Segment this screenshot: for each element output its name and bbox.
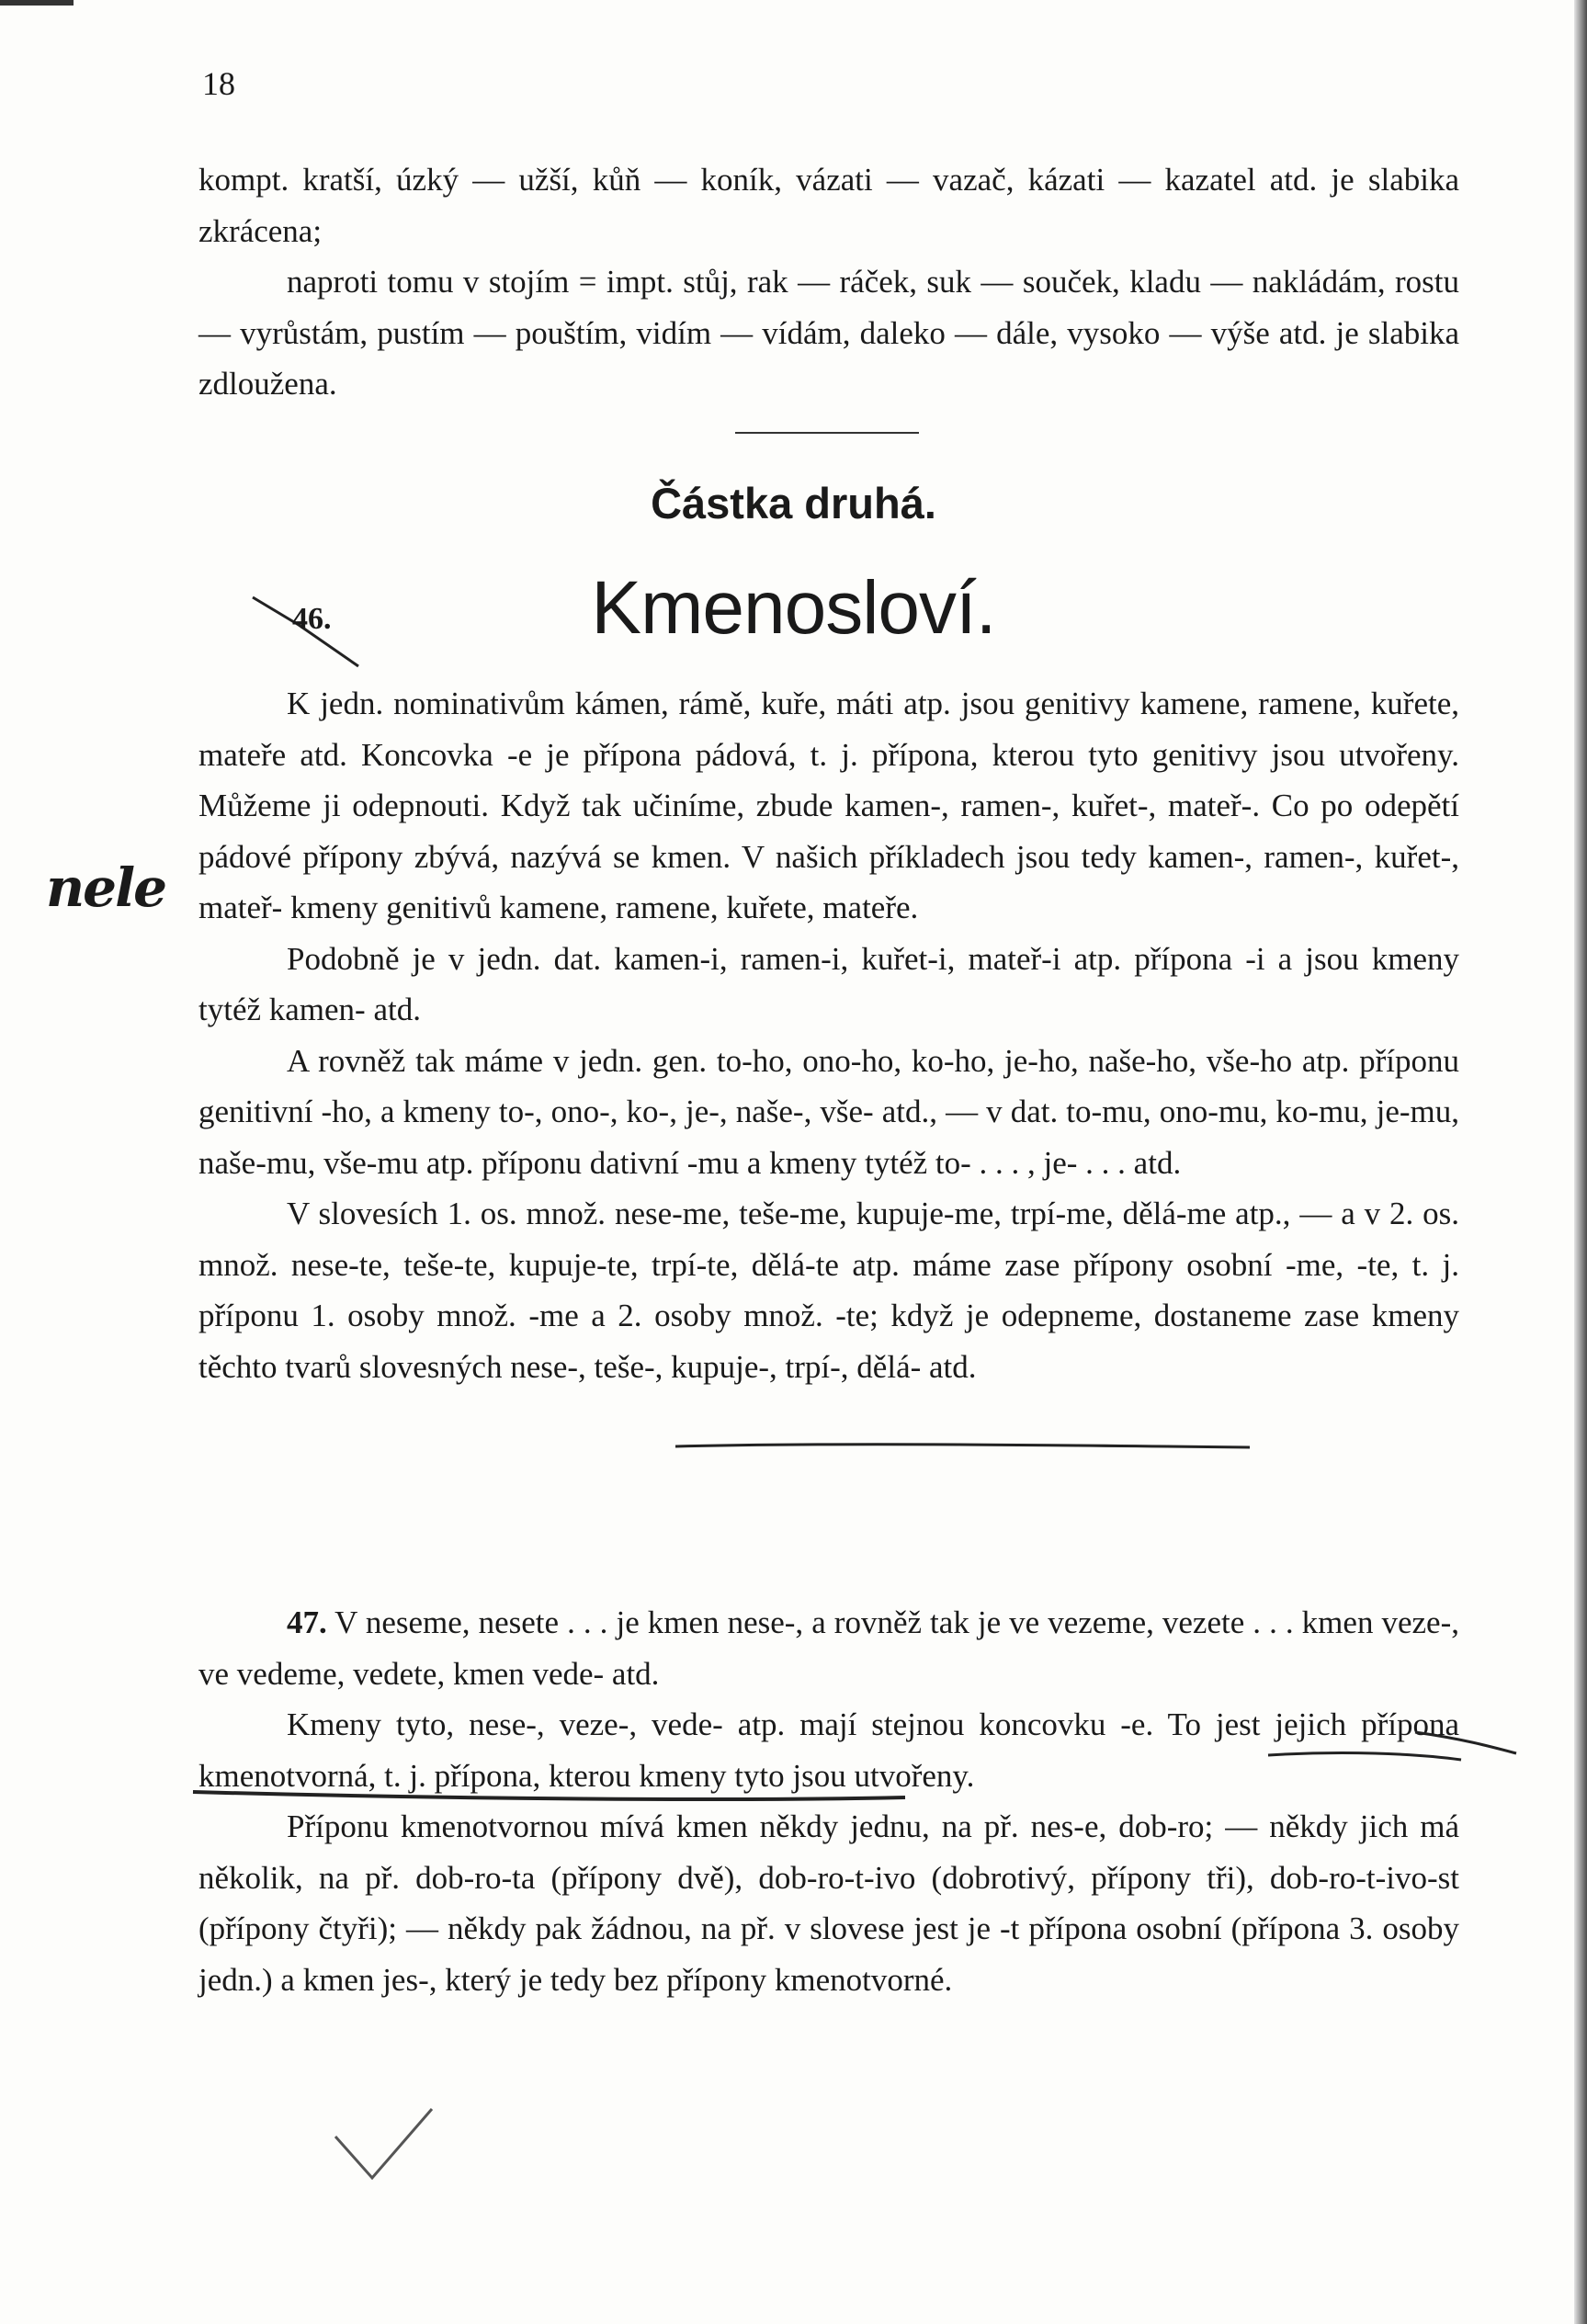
section-number-47: 47. [287,1604,327,1640]
scan-edge-top [0,0,74,6]
paragraph-47 [198,1597,1459,1699]
handwritten-margin-note: nele [46,856,166,919]
paragraph: Kmeny tyto, nese-, veze-, vede- atp. mají stejnou koncovku -e. To jest jejich přípona kmenotvorná, t. j. přípona, kterou kmeny tyto jsou utvořeny. [198,1706,1459,1794]
text-block-46 [198,678,1459,1392]
paragraph: Podobně je v jedn. dat. kamen-i, ramen-i, kuřet-i, mateř-i atp. přípona -i a jsou kmeny tytéž kamen- atd. [198,940,1459,1027]
paragraph-text: V neseme, nesete . . . je kmen nese-, a rovněž tak je ve vezeme, vezete . . . kmen veze-, ve vedeme, vedete, kmen vede- atd. [198,1604,1459,1692]
scan-edge-right [1574,0,1587,2324]
page-number: 18 [202,65,235,102]
chapter-title: Kmenosloví. [591,566,996,650]
paragraph: K jedn. nominativům kámen, rámě, kuře, máti atp. jsou genitivy kamene, ramene, kuřete, mateře atd. Koncovka -e je přípona pádová, t. j. přípona, kterou tyto genitivy jsou utvořeny. Můžeme ji odepnouti. Když tak učiníme, zbude kamen-, ramen-, kuřet-, mateř-. Co po odepětí pádové přípony zbývá, nazývá se kmen. V našich příkladech jsou tedy kamen-, ramen-, kuřet-, mateř- kmeny genitivů kamene, ramene, kuřete, mateře. [198,686,1459,925]
part-title: Částka druhá. [651,479,936,527]
paragraph: V slovesích 1. os. množ. nese-me, teše-me, kupuje-me, trpí-me, dělá-me atp., — a v 2. os. množ. nese-te, teše-te, kupuje-te, trpí-te, dělá-te atp. máme zase přípony osobní -me, -te, t. j. příponu 1. osoby množ. -me a 2. osoby množ. -te; když je odepneme, dostaneme zase kmeny těchto tvarů slovesných nese-, teše-, kupuje-, trpí-, dělá- atd. [198,1196,1459,1385]
text-block-top [198,154,1459,410]
section-number-46: 46. [292,602,332,636]
text-block-47 [198,1597,1459,2005]
pencil-checkmark [331,2104,441,2187]
paragraph: Příponu kmenotvornou mívá kmen někdy jednu, na př. nes-e, dob-ro; — někdy jich má několik, na př. dob-ro-ta (přípony dvě), dob-ro-t-ivo (dobrotivý, přípony tři), dob-ro-t-ivo-st (přípony čtyři); — někdy pak žádnou, na př. v slovese jest je -t přípona osobní (přípona 3. osoby jedn.) a kmen jes-, který je tedy bez přípony kmenotvorné. [198,1808,1459,1998]
paragraph: kompt. kratší, úzký — užší, kůň — koník, vázati — vazač, kázati — kazatel atd. je slabika zkrácena; [198,162,1459,249]
paragraph: naproti tomu v stojím = impt. stůj, rak — ráček, suk — souček, kladu — nakládám, rostu — vyrůstám, pustím — pouštím, vidím — vídám, daleko — dále, vysoko — výše atd. je slabika zdloužena. [198,264,1459,402]
section-divider [735,432,919,434]
paragraph: A rovněž tak máme v jedn. gen. to-ho, ono-ho, ko-ho, je-ho, naše-ho, vše-ho atp. příponu genitivní -ho, a kmeny to-, ono-, ko-, je-, naše-, vše- atd., — v dat. to-mu, ono-mu, ko-mu, je-mu, naše-mu, vše-mu atp. příponu dativní -mu a kmeny tytéž to- . . . , je- . . . atd. [198,1042,1459,1181]
